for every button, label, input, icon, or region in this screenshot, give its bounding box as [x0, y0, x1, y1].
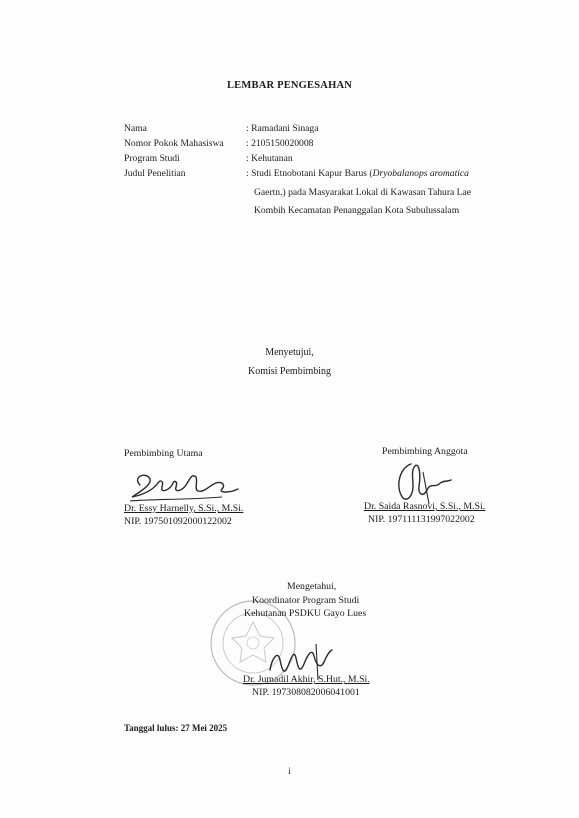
approval-label: Menyetujui, — [265, 347, 314, 358]
main-supervisor-name: Dr. Essy Harnelly, S.Si., M.Si. — [124, 503, 244, 514]
acknowledged-label: Mengetahui, — [287, 581, 337, 592]
field-label: Program Studi — [124, 153, 180, 164]
species-name: Dryobalanops aromatica — [372, 168, 469, 179]
member-supervisor-role: Pembimbing Anggota — [382, 446, 468, 457]
main-supervisor-nip: NIP. 197501092000122002 — [124, 516, 232, 527]
research-title-line1: : Studi Etnobotani Kapur Barus ( — [246, 168, 373, 179]
committee-label: Komisi Pembimbing — [247, 366, 332, 377]
member-supervisor-name: Dr. Saida Rasnovi, S.Si., M.Si. — [364, 501, 486, 512]
coordinator-title: Koordinator Program Studi — [252, 595, 360, 606]
field-label: Nomor Pokok Mahasiswa — [124, 138, 224, 149]
page-number: i — [288, 766, 291, 776]
research-title-line3: Kombih Kecamatan Penanggalan Kota Subulussalam — [254, 205, 460, 216]
main-supervisor-role: Pembimbing Utama — [124, 448, 203, 459]
research-title-line2: Gaertn.) pada Masyarakat Lokal di Kawasan Tahura Lae — [254, 186, 472, 198]
member-supervisor-nip: NIP. 197111131997022002 — [368, 514, 475, 525]
research-title-value — [246, 165, 471, 221]
field-label: Nama — [124, 123, 147, 134]
main-supervisor-signature — [124, 463, 244, 505]
coordinator-nip: NIP. 197308082006041001 — [252, 687, 360, 698]
field-label: Judul Penelitian — [124, 168, 186, 179]
page-title: LEMBAR PENGESAHAN — [226, 80, 353, 91]
coordinator-program: Kehutanan PSDKU Gayo Lues — [244, 608, 367, 619]
field-value: : Ramadani Sinaga — [246, 123, 319, 134]
field-value: : 2105150020008 — [246, 138, 314, 149]
member-supervisor-signature — [385, 458, 455, 506]
field-value: : Kehutanan — [246, 153, 293, 164]
graduation-date: Tanggal lulus: 27 Mei 2025 — [124, 723, 228, 733]
coordinator-name: Dr. Jumadil Akhir, S.Hut., M.Si. — [243, 674, 370, 685]
